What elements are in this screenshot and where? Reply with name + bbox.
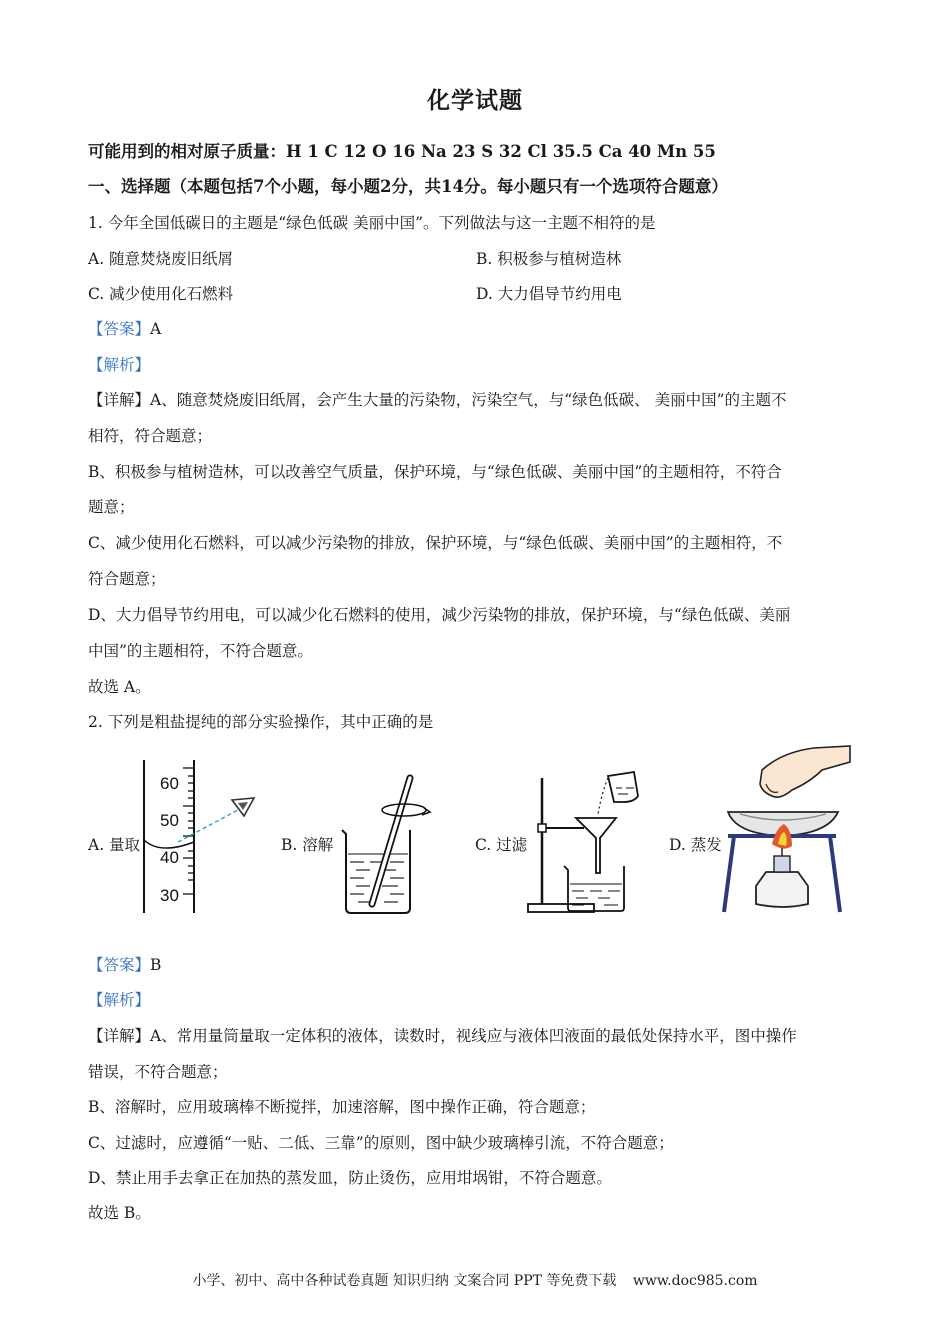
- meniscus: [144, 840, 194, 848]
- q2-figure-label-b: B. 溶解: [281, 836, 334, 854]
- q1-option-d: D. 大力倡导节约用电: [476, 285, 622, 303]
- q1-option-b: B. 积极参与植树造林: [476, 250, 622, 268]
- atomic-mass-line: 可能用到的相对原子质量：H 1 C 12 O 16 Na 23 S 32 Cl 35.5 Ca 40 Mn 55: [88, 142, 716, 161]
- q2-figure-label-c: C. 过滤: [475, 836, 528, 854]
- hand-icon: [760, 746, 850, 797]
- analysis-tag: 【解析】: [88, 356, 151, 374]
- q1-option-a: A. 随意焚烧废旧纸屑: [88, 250, 234, 268]
- q2-conclusion: 故选 B。: [88, 1204, 151, 1222]
- q2-figure-label-d: D. 蒸发: [669, 836, 722, 854]
- q1-conclusion: 故选 A。: [88, 678, 151, 696]
- answer-tag: 【答案】: [88, 320, 151, 338]
- answer-tag: 【答案】: [88, 956, 151, 974]
- evaporation-illustration: [722, 740, 857, 915]
- q2-detail-line: B、溶解时，应用玻璃棒不断搅拌，加速溶解，图中操作正确，符合题意；: [88, 1098, 596, 1116]
- q1-detail-line: 中国”的主题相符，不符合题意。: [88, 642, 313, 660]
- q1-detail-line: [88, 390, 787, 410]
- beaker-stirring-illustration: [338, 758, 448, 918]
- page-title: 化学试题: [427, 87, 523, 114]
- q1-stem: 1. 今年全国低碳日的主题是“绿色低碳 美丽中国”。下列做法与这一主题不相符的是: [88, 214, 656, 232]
- q2-analysis-tag: [88, 990, 150, 1010]
- detail-text: A、常用量筒量取一定体积的液体，读数时，视线应与液体凹液面的最低处保持水平，图中操作: [150, 1027, 797, 1045]
- detail-text: A、随意焚烧废旧纸屑，会产生大量的污染物，污染空气，与“绿色低碳、 美丽中国”的主题不: [150, 391, 787, 409]
- answer-value: B: [150, 956, 162, 974]
- cylinder-tick-label: 40: [160, 848, 179, 867]
- q2-detail-line: D、禁止用手去拿正在加热的蒸发皿，防止烫伤，应用坩埚钳，不符合题意。: [88, 1169, 612, 1187]
- cylinder-tick-label: 50: [160, 811, 179, 830]
- page-footer: [0, 1270, 950, 1290]
- pouring-beaker: [608, 772, 638, 802]
- detail-tag: 【详解】: [88, 391, 151, 409]
- cylinder-illustration: [138, 758, 258, 918]
- footer-text: 小学、初中、高中各种试卷真题 知识归纳 文案合同 PPT 等免费下载: [192, 1273, 617, 1289]
- q2-stem: 2. 下列是粗盐提纯的部分实验操作，其中正确的是: [88, 713, 434, 731]
- q1-detail-line: 符合题意；: [88, 570, 166, 588]
- filtration-illustration: [524, 758, 649, 918]
- cylinder-tick-label: 30: [160, 886, 179, 905]
- q2-answer: [88, 955, 161, 975]
- q2-figure-label-a: A. 量取: [88, 836, 141, 854]
- q1-detail-line: 相符，符合题意；: [88, 427, 213, 445]
- cylinder-tick-label: 60: [160, 774, 179, 793]
- q2-detail-line: 错误，不符合题意；: [88, 1063, 228, 1081]
- q1-detail-line: D、大力倡导节约用电，可以减少化石燃料的使用，减少污染物的排放，保护环境，与“绿色低碳、美丽: [88, 606, 791, 624]
- q2-detail-line: C、过滤时，应遵循“一贴、二低、三靠”的原则，图中缺少玻璃棒引流，不符合题意；: [88, 1134, 674, 1152]
- q1-answer: [88, 319, 161, 339]
- q1-option-c: C. 减少使用化石燃料: [88, 285, 234, 303]
- alcohol-lamp: [756, 872, 808, 907]
- q1-detail-line: C、减少使用化石燃料，可以减少污染物的排放，保护环境，与“绿色低碳、美丽中国”的主题相符，不: [88, 534, 783, 552]
- q1-detail-line: 题意；: [88, 498, 135, 516]
- footer-link[interactable]: www.doc985.com: [632, 1273, 758, 1289]
- detail-tag: 【详解】: [88, 1027, 151, 1045]
- section-heading: 一、选择题（本题包括7个小题，每小题2分，共14分。每小题只有一个选项符合题意）: [88, 177, 728, 196]
- analysis-tag: 【解析】: [88, 991, 151, 1009]
- answer-value: A: [150, 320, 162, 338]
- q2-detail-line: [88, 1026, 797, 1046]
- q1-analysis-tag: [88, 355, 150, 375]
- q1-detail-line: B、积极参与植树造林，可以改善空气质量，保护环境，与“绿色低碳、美丽中国”的主题相符，不符合: [88, 463, 782, 481]
- sight-line: [178, 810, 238, 842]
